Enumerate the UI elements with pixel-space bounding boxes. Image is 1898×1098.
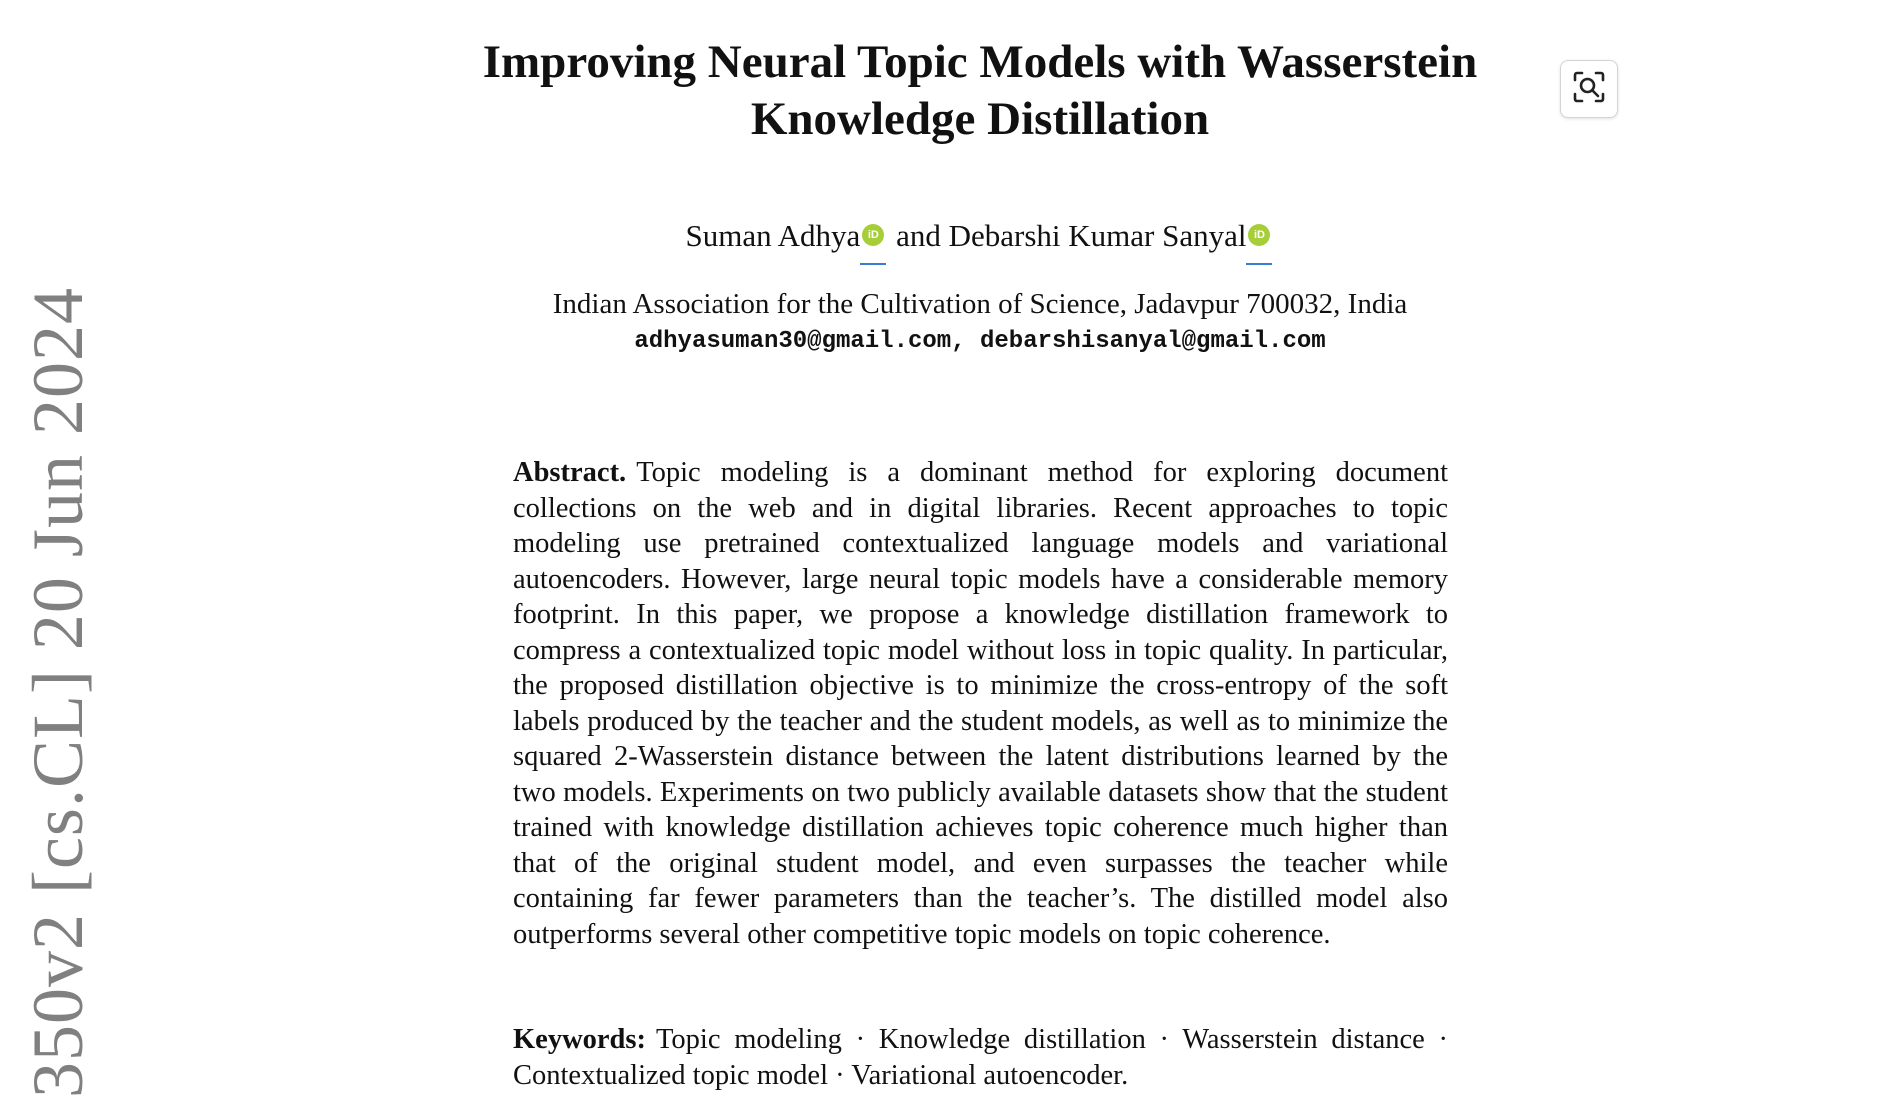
paper-title — [380, 34, 1580, 148]
abstract-label: Abstract. — [513, 457, 627, 488]
author-name: Suman Adhya — [685, 218, 861, 253]
orcid-icon[interactable]: iD — [862, 224, 884, 246]
author-name: Debarshi Kumar Sanyal — [948, 218, 1247, 253]
title-line-2: Knowledge Distillation — [750, 93, 1210, 145]
arxiv-identifier-stamp: 350v2 [cs.CL] 20 Jun 2024 — [18, 287, 98, 1098]
orcid-icon[interactable]: iD — [1248, 224, 1270, 246]
author-emails: adhyasuman30@gmail.com, debarshisanyal@gmail.com — [634, 328, 1326, 355]
keywords-text: Topic modeling · Knowledge distillation · Wasserstein distance · Contextualized topic model · Variational autoencoder. — [513, 1024, 1448, 1091]
abstract-text: Topic modeling is a dominant method for exploring document collections on the web and in digital libraries. Recent approaches to topic modeling use pretrained contextualized language models and variational autoencoders. However, large neural topic models have a considerable memory footprint. In this paper, we propose a knowledge distillation framework to compress a contextualized topic model without loss in topic quality. In particular, the proposed distillation objective is to minimize the cross-entropy of the soft labels produced by the teacher and the student models, as well as to minimize the squared 2-Wasserstein distance between the latent distributions learned by the two models. Experiments on two publicly available datasets show that the student trained with knowledge distillation achieves topic coherence much higher than that of the original student model, and even surpasses the teacher while containing far fewer parameters than the teacher’s. The distilled model also outperforms several other competitive topic models on topic coherence. — [513, 457, 1448, 950]
keywords-label: Keywords: — [513, 1024, 646, 1055]
abstract-block — [513, 455, 1448, 952]
author-list — [380, 216, 1580, 256]
affiliation: Indian Association for the Cultivation of Science, Jadavpur 700032, India — [552, 288, 1408, 320]
author-joiner: and — [888, 218, 949, 253]
keywords-block — [513, 1022, 1448, 1093]
title-line-1: Improving Neural Topic Models with Wasserstein — [482, 36, 1478, 88]
